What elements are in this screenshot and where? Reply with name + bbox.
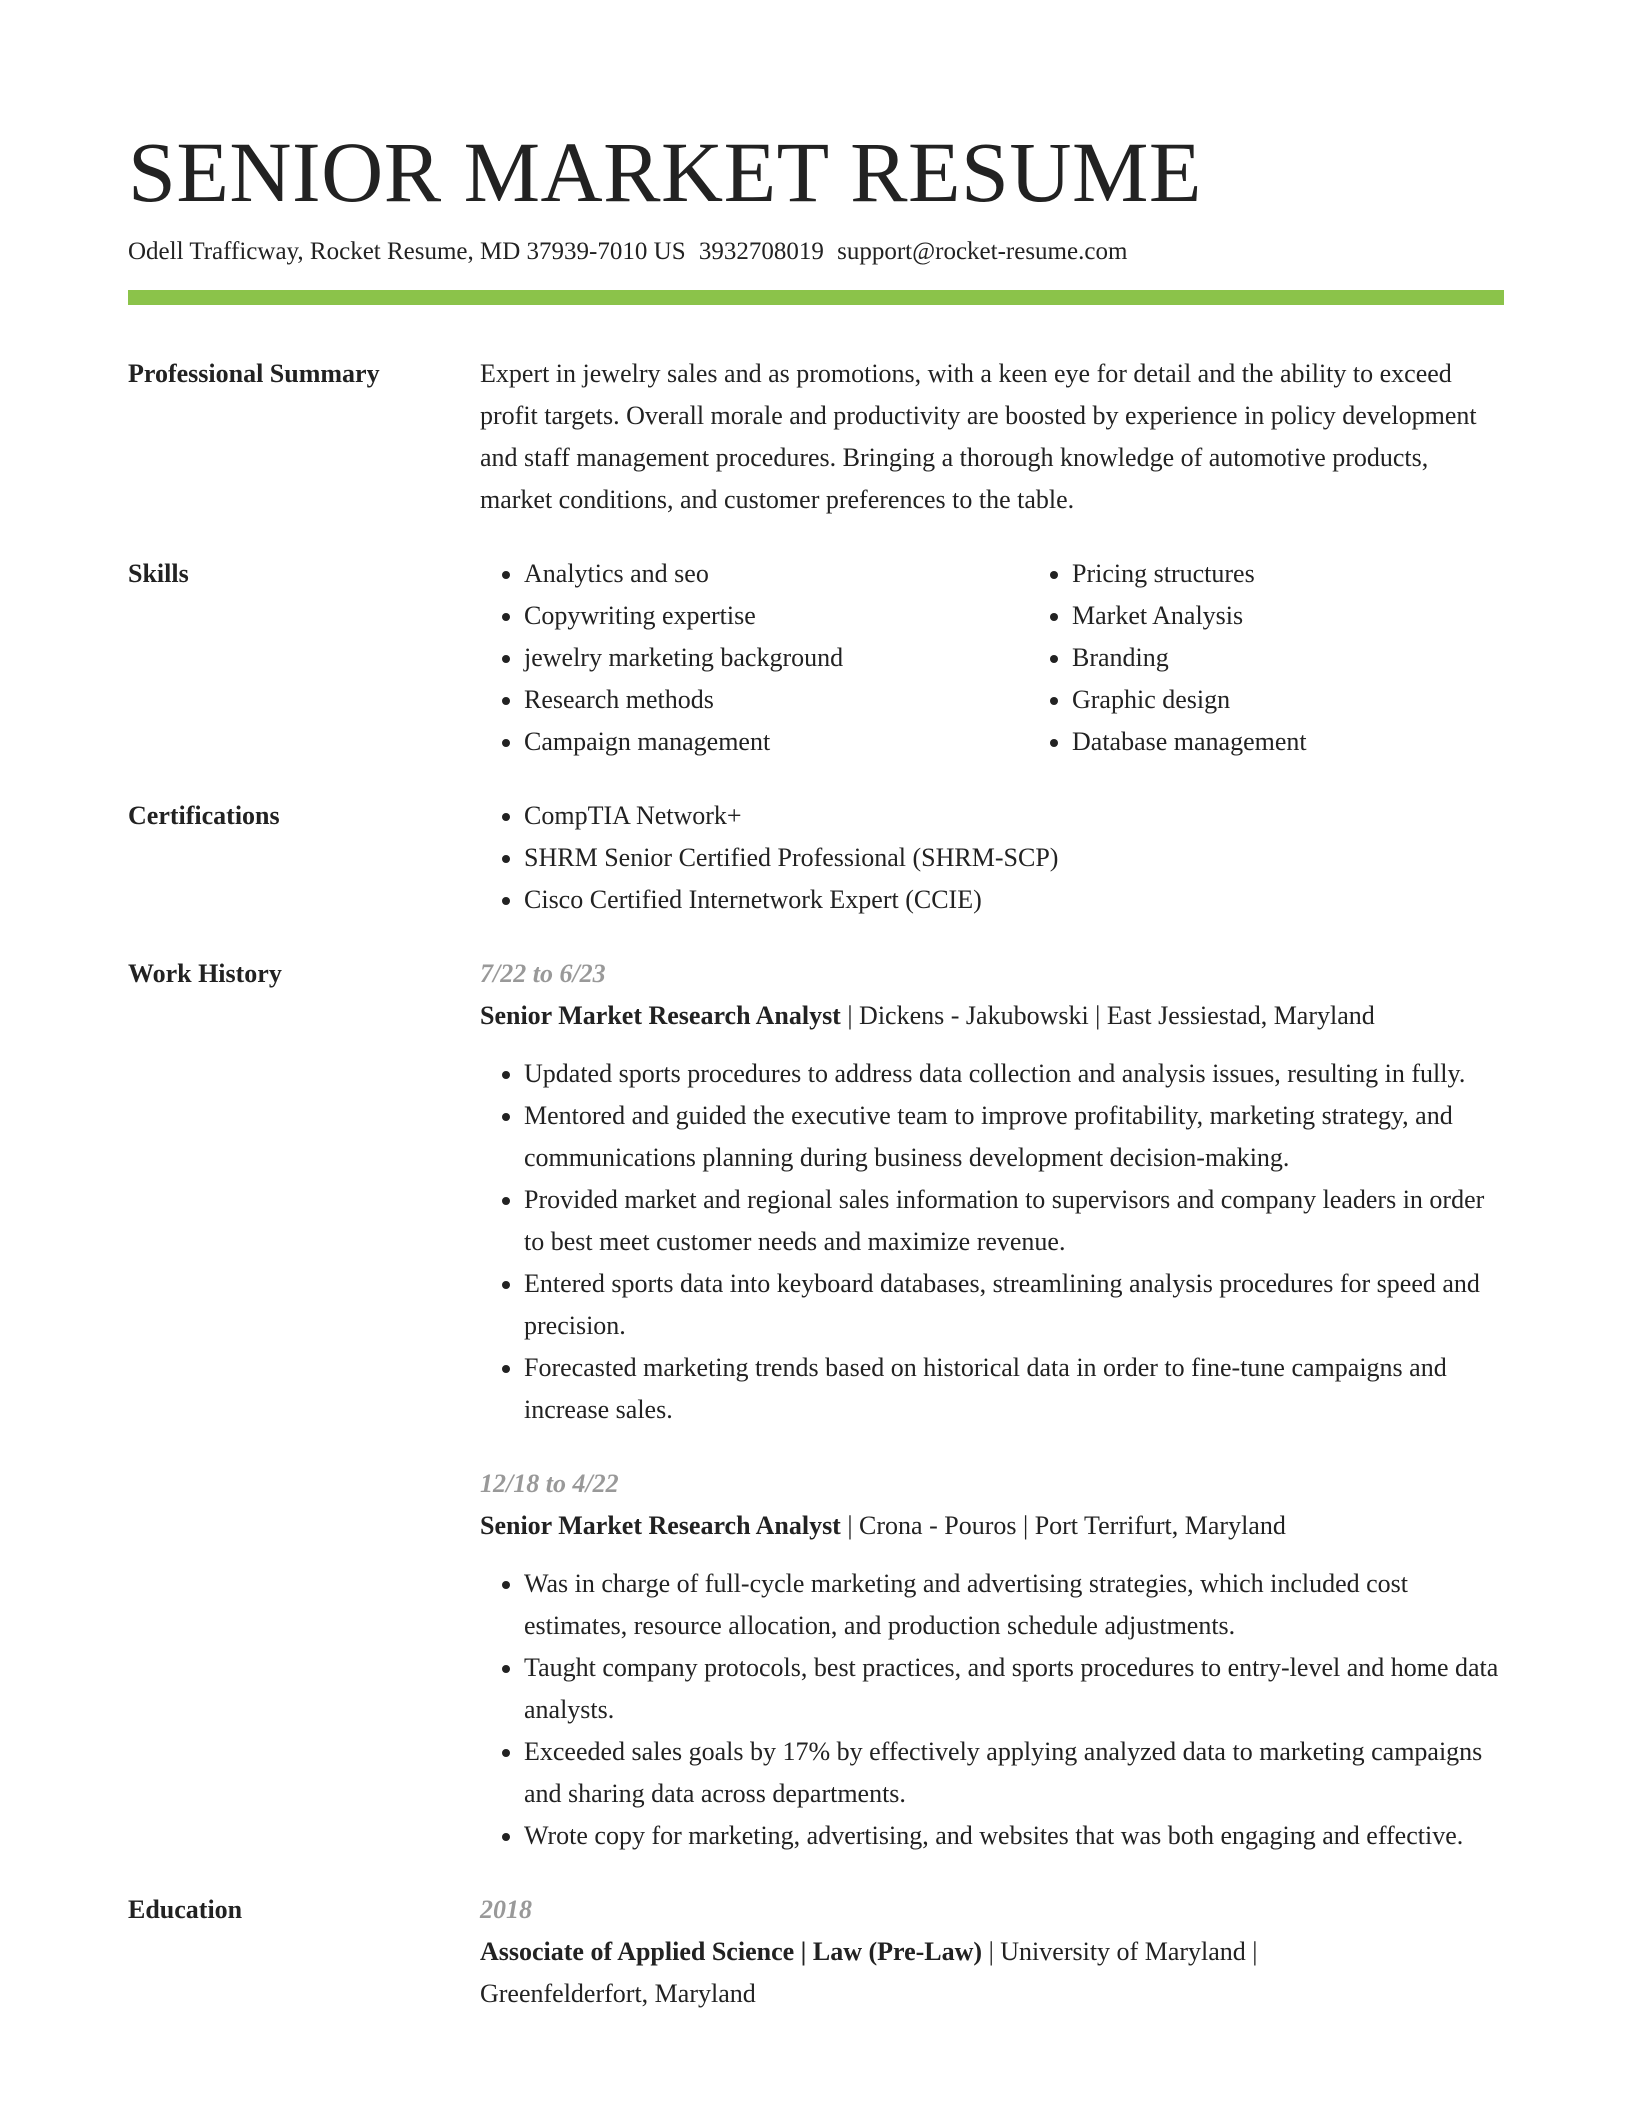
contact-line xyxy=(128,234,1504,270)
job-entry xyxy=(480,1463,1504,1857)
job-bullet: • Entered sports data into keyboard databases, streamlining analysis procedures for speed and precision. xyxy=(524,1263,1504,1347)
work-body xyxy=(480,953,1504,1857)
certifications-section xyxy=(128,795,1504,921)
skills-columns xyxy=(480,553,1576,763)
certifications-heading: Certifications xyxy=(128,801,280,830)
job-bullets xyxy=(480,1053,1504,1431)
resume-page xyxy=(128,124,1504,2015)
education-date: 2018 xyxy=(480,1895,532,1924)
skill-item: • Branding xyxy=(1072,637,1576,679)
education-school: | University of Maryland | xyxy=(982,1937,1258,1966)
job-date: 12/18 to 4/22 xyxy=(480,1469,619,1498)
education-heading: Education xyxy=(128,1895,243,1924)
work-section xyxy=(128,953,1504,1857)
job-bullet: • Wrote copy for marketing, advertising, and websites that was both engaging and effective. xyxy=(524,1815,1504,1857)
education-location: Greenfelderfort, Maryland xyxy=(480,1979,756,2008)
skills-section xyxy=(128,553,1504,763)
job-date: 7/22 to 6/23 xyxy=(480,959,606,988)
certification-item: • CompTIA Network+ xyxy=(524,795,1504,837)
job-details: | Crona - Pouros | Port Terrifurt, Maryland xyxy=(840,1511,1286,1540)
job-bullets xyxy=(480,1563,1504,1857)
summary-text: Expert in jewelry sales and as promotions, with a keen eye for detail and the ability to exceed profit targets. Overall morale and productivity are boosted by experience in policy development and staff management procedures. Bringing a thorough knowledge of automotive products, market conditions, and customer preferences to the table. xyxy=(480,359,1477,514)
summary-heading: Professional Summary xyxy=(128,359,380,388)
accent-divider xyxy=(128,290,1504,305)
skill-item: • Campaign management xyxy=(524,721,1028,763)
skill-item: • Graphic design xyxy=(1072,679,1576,721)
skill-item: • Research methods xyxy=(524,679,1028,721)
job-bullet: • Forecasted marketing trends based on historical data in order to fine-tune campaigns and increase sales. xyxy=(524,1347,1504,1431)
skill-item: • Analytics and seo xyxy=(524,553,1028,595)
skill-item: • Market Analysis xyxy=(1072,595,1576,637)
contact-phone: 3932708019 xyxy=(698,238,824,265)
certifications-list xyxy=(480,795,1504,921)
skills-list-right xyxy=(1028,553,1576,763)
work-heading: Work History xyxy=(128,959,282,988)
job-title: Senior Market Research Analyst xyxy=(480,1001,841,1030)
skills-list-left xyxy=(480,553,1028,763)
skill-item: • Database management xyxy=(1072,721,1576,763)
skill-item: • Copywriting expertise xyxy=(524,595,1028,637)
education-body xyxy=(480,1889,1504,2015)
job-heading xyxy=(480,995,1504,1037)
education-degree: Associate of Applied Science | Law (Pre-Law) xyxy=(480,1937,983,1966)
job-bullet: • Mentored and guided the executive team to improve profitability, marketing strategy, and communications planning during business development decision-making. xyxy=(524,1095,1504,1179)
skill-item: • jewelry marketing background xyxy=(524,637,1028,679)
contact-address: Odell Trafficway, Rocket Resume, MD 37939-7010 US xyxy=(128,238,686,265)
skills-heading: Skills xyxy=(128,559,189,588)
skill-item: • Pricing structures xyxy=(1072,553,1576,595)
job-bullet: • Provided market and regional sales information to supervisors and company leaders in order to best meet customer needs and maximize revenue. xyxy=(524,1179,1504,1263)
job-title: Senior Market Research Analyst xyxy=(480,1511,841,1540)
contact-email: support@rocket-resume.com xyxy=(837,238,1128,265)
job-entry xyxy=(480,953,1504,1431)
job-bullet: • Was in charge of full-cycle marketing and advertising strategies, which included cost estimates, resource allocation, and production schedule adjustments. xyxy=(524,1563,1504,1647)
job-details: | Dickens - Jakubowski | East Jessiestad, Maryland xyxy=(840,1001,1375,1030)
job-bullet: • Updated sports procedures to address data collection and analysis issues, resulting in fully. xyxy=(524,1053,1504,1095)
education-line xyxy=(480,1931,1504,1973)
job-bullet: • Exceeded sales goals by 17% by effectively applying analyzed data to marketing campaigns and sharing data across departments. xyxy=(524,1731,1504,1815)
certification-item: • SHRM Senior Certified Professional (SHRM-SCP) xyxy=(524,837,1504,879)
education-section xyxy=(128,1889,1504,2015)
resume-title: SENIOR MARKET RESUME xyxy=(128,124,1202,220)
job-heading xyxy=(480,1505,1504,1547)
job-bullet: • Taught company protocols, best practices, and sports procedures to entry-level and home data analysts. xyxy=(524,1647,1504,1731)
certification-item: • Cisco Certified Internetwork Expert (CCIE) xyxy=(524,879,1504,921)
certifications-body xyxy=(480,795,1504,921)
summary-section xyxy=(128,353,1504,521)
